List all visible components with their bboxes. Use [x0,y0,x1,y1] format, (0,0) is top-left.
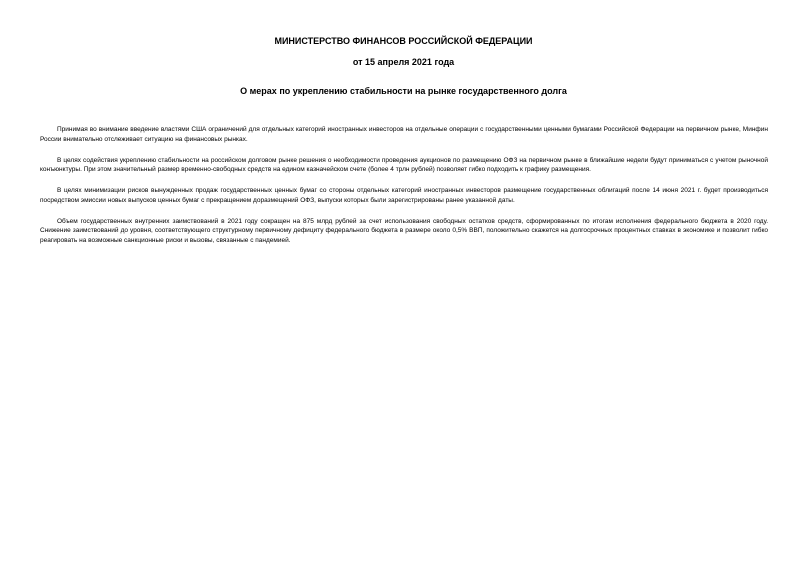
document-date: от 15 апреля 2021 года [352,57,455,67]
document-body [40,125,768,257]
paragraph-4: Объем государственных внутренних заимствований в 2021 году сокращен на 875 млрд рублей за счет использования свободных остатков средств, сформированных по итогам исполнения федерального бюджета в 2020 году. Снижение заимствований до уровня, соответствующего структурному первичному дефициту федерального бюджета в размере около 0,5% ВВП, положительно скажется на долгосрочных процентных ставках в экономике и позволит гибко реагировать на возможные санкционные риски и вызовы, связанные с пандемией. [40,217,768,244]
document-title: О мерах по укреплению стабильности на рынке государственного долга [240,86,567,96]
paragraph-3: В целях минимизации рисков вынужденных продаж государственных ценных бумаг со стороны отдельных категорий иностранных инвесторов размещение государственных облигаций после 14 июня 2021 г. будет производиться посредством эмиссии новых выпусков ценных бумаг с прекращением доразмещений ОФЗ, выпуски которых были зарегистрированы ранее указанной даты. [40,187,768,204]
paragraph-1: Принимая во внимание введение властями США ограничений для отдельных категорий иностранных инвесторов на отдельные операции с государственными ценными бумагами Российской Федерации на первичном рынке, Минфин России внимательно отслеживает ситуацию на финансовых рынках. [40,126,768,143]
ministry-heading: МИНИСТЕРСТВО ФИНАНСОВ РОССИЙСКОЙ ФЕДЕРАЦИИ [274,36,533,46]
paragraph-2: В целях содействия укреплению стабильности на российском долговом рынке решения о необходимости проведения аукционов по размещению ОФЗ на первичном рынке в ближайшие недели будут приниматься с учетом рыночной конъюнктуры. При этом значительный размер временно-свободных средств на едином казначейском счете (более 4 трлн рублей) позволяет гибко подходить к графику размещения. [40,156,768,173]
